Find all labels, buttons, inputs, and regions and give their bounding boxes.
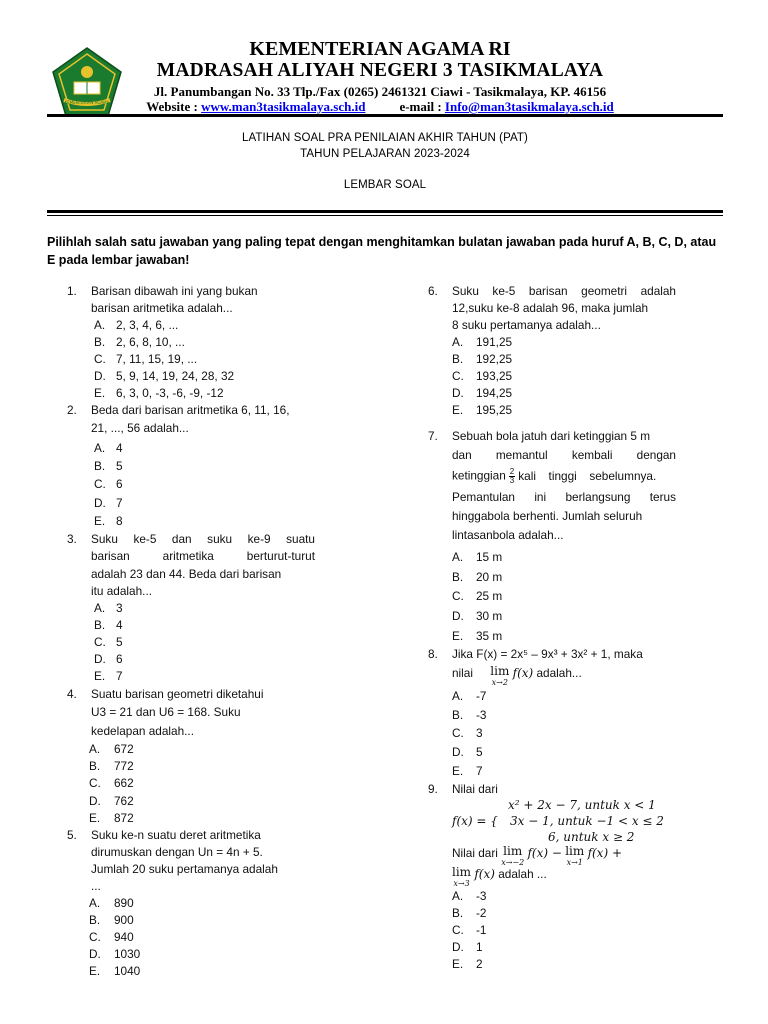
q5-option-a: 890 [114,896,134,910]
logo-text: KEMENTERIAN AGAMA [64,100,110,105]
q3-text: barisan aritmetika berturut-turut [91,549,315,563]
option-letter: A. [89,742,101,756]
q8-option-e: 7 [476,764,483,778]
q2-text: 21, ..., 56 adalah... [91,421,189,435]
limit-operator: lim x→−2 [501,844,525,867]
q1-option-b: 2, 6, 8, 10, ... [116,335,185,349]
option-letter: C. [94,635,106,649]
exam-year: TAHUN PELAJARAN 2023-2024 [300,148,470,160]
q1-number: 1. [67,284,77,298]
q6-option-d: 194,25 [476,386,513,400]
q3-option-a: 3 [116,601,123,615]
q8-option-b: -3 [476,708,487,722]
q5-option-c: 940 [114,930,134,944]
instruction: Pilihlah salah satu jawaban yang paling tepat dengan menghitamkan bulatan jawaban pada huruf A, B, C, D, atau E pada lembar jawaban! [47,235,717,267]
q7-text: hinggabola berhenti. Jumlah seluruh [452,509,643,523]
q4-number: 4. [67,687,77,701]
option-letter: D. [452,745,464,759]
option-letter: D. [452,386,464,400]
option-letter: E. [452,957,464,971]
option-letter: A. [94,318,106,332]
q5-number: 5. [67,828,77,842]
q9-case-2: 3x − 1, untuk −1 < x ≤ 2 [510,814,664,828]
option-letter: C. [452,589,464,603]
q7-number: 7. [428,429,438,443]
q2-option-a: 4 [116,441,123,455]
q8-text: nilai [452,666,473,680]
q9-option-e: 2 [476,957,483,971]
website-label: Website : [146,99,202,114]
q7-text: Sebuah bola jatuh dari ketinggian 5 m [452,429,651,443]
kemenag-logo [50,46,124,120]
q9-option-c: -1 [476,923,487,937]
q9-expression: f(x) − [527,846,562,860]
q5-text: Suku ke-n suatu deret aritmetika [91,828,261,842]
q6-number: 6. [428,284,438,298]
q6-text: 8 suku pertamanya adalah... [452,318,601,332]
q5-option-d: 1030 [114,947,141,961]
q3-text: Suku ke-5 dan suku ke-9 suatu [91,532,315,546]
limit-operator: lim x→1 [565,844,585,867]
option-letter: C. [94,352,106,366]
q9-text: adalah ... [498,867,547,881]
q1-option-c: 7, 11, 15, 19, ... [116,352,198,366]
q7-text: kali tinggi sebelumnya. [518,468,657,483]
q8-text: Jika F(x) = 2x⁵ – 9x³ + 3x² + 1, maka [452,647,643,661]
q9-case-3: 6, untuk x ≥ 2 [548,830,635,844]
option-letter: D. [452,940,464,954]
q9-expression: f(x) [474,867,495,881]
option-letter: C. [89,930,101,944]
option-letter: C. [452,726,464,740]
ministry-name: KEMENTERIAN AGAMA RI [249,38,511,60]
sheet-title: LEMBAR SOAL [343,179,427,191]
title-rule-bottom [47,215,723,216]
q6-text: 12,suku ke-8 adalah 96, maka jumlah [452,301,649,315]
email-label: e-mail : [399,99,445,114]
q8-option-a: -7 [476,689,487,703]
q2-option-b: 5 [116,459,123,473]
option-letter: E. [452,629,464,643]
q6-option-a: 191,25 [476,335,513,349]
q3-text: itu adalah... [91,584,152,598]
q4-text: Suatu barisan geometri diketahui [91,687,264,701]
q1-option-e: 6, 3, 0, -3, -6, -9, -12 [116,386,224,400]
option-letter: D. [89,794,101,808]
option-letter: B. [452,570,464,584]
q7-option-c: 25 m [476,589,503,603]
q8-text: adalah... [536,666,582,680]
q9-expression: f(x) + [587,846,623,860]
q2-number: 2. [67,403,77,417]
q1-text: Barisan dibawah ini yang bukan [91,284,258,298]
q9-function-def: f(x) = { [452,814,498,828]
option-letter: A. [452,689,464,703]
option-letter: A. [94,601,106,615]
letterhead [130,38,630,114]
option-letter: E. [94,386,106,400]
q4-option-b: 772 [114,759,134,773]
option-letter: C. [89,776,101,790]
q4-option-c: 662 [114,776,134,790]
option-letter: B. [89,759,101,773]
q1-option-d: 5, 9, 14, 19, 24, 28, 32 [116,369,235,383]
option-letter: B. [452,352,464,366]
q7-text: dan memantul kembali dengan [452,448,676,462]
q7-text: ketinggian [452,468,506,483]
q2-option-d: 7 [116,496,123,510]
q1-text: barisan aritmetika adalah... [91,301,233,315]
q2-text: Beda dari barisan aritmetika 6, 11, 16, [91,403,290,417]
q5-text: ... [91,879,101,893]
title-rule-top [47,210,723,213]
school-address: Jl. Panumbangan No. 33 Tlp./Fax (0265) 2461321 Ciawi - Tasikmalaya, KP. 46156 [153,84,607,99]
option-letter: B. [94,459,106,473]
option-letter: A. [452,550,464,564]
email-link[interactable]: Info@man3tasikmalaya.sch.id [444,99,614,114]
q4-option-d: 762 [114,794,134,808]
q9-number: 9. [428,782,438,796]
option-letter: D. [94,652,106,666]
q8-option-d: 5 [476,745,483,759]
q9-option-d: 1 [476,940,483,954]
option-letter: A. [452,335,464,349]
q4-option-e: 872 [114,811,134,825]
q5-text: Jumlah 20 suku pertamanya adalah [91,862,278,876]
q4-text: U3 = 21 dan U6 = 168. Suku [91,705,241,719]
q6-option-e: 195,25 [476,403,513,417]
q5-option-e: 1040 [114,964,141,978]
q3-text: adalah 23 dan 44. Beda dari barisan [91,567,282,581]
q8-option-c: 3 [476,726,483,740]
q9-case-1: x² + 2x − 7, untuk x < 1 [508,798,656,812]
school-name: MADRASAH ALIYAH NEGERI 3 TASIKMALAYA [156,60,604,81]
q9-text: Nilai dari [452,846,498,860]
option-letter: B. [89,913,101,927]
option-letter: D. [94,496,106,510]
option-letter: B. [452,708,464,722]
option-letter: A. [452,889,464,903]
q6-text: Suku ke-5 barisan geometri adalah [452,284,676,298]
q5-text: dirumuskan dengan Un = 4n + 5. [91,845,263,859]
option-letter: D. [89,947,101,961]
q3-option-e: 7 [116,669,123,683]
option-letter: D. [452,609,464,623]
option-letter: B. [452,906,464,920]
q7-text: Pemantulan ini berlangsung terus [452,490,676,504]
header-rule [47,114,723,117]
q7-option-e: 35 m [476,629,503,643]
q4-text: kedelapan adalah... [91,724,194,738]
option-letter: C. [94,477,106,491]
limit-operator: lim x→2 [490,664,510,687]
option-letter: A. [94,441,106,455]
option-letter: E. [94,514,106,528]
q7-option-a: 15 m [476,550,503,564]
fraction-two-thirds: $\frac{2}{3}$ [509,467,515,485]
option-letter: D. [94,369,106,383]
q5-option-b: 900 [114,913,134,927]
q3-option-c: 5 [116,635,123,649]
q9-option-b: -2 [476,906,487,920]
q7-option-b: 20 m [476,570,503,584]
q1-option-a: 2, 3, 4, 6, ... [116,318,179,332]
q8-number: 8. [428,647,438,661]
limit-operator: lim x→3 [452,865,472,888]
option-letter: E. [94,669,106,683]
q4-option-a: 672 [114,742,134,756]
exam-title: LATIHAN SOAL PRA PENILAIAN AKHIR TAHUN (PAT) [241,132,528,144]
q3-number: 3. [67,532,77,546]
option-letter: C. [452,369,464,383]
q6-option-b: 192,25 [476,352,513,366]
q2-option-e: 8 [116,514,123,528]
option-letter: B. [94,618,106,632]
q9-text: Nilai dari [452,782,498,796]
q9-option-a: -3 [476,889,487,903]
option-letter: A. [89,896,101,910]
q6-option-c: 193,25 [476,369,513,383]
q3-option-d: 6 [116,652,123,666]
option-letter: E. [452,403,464,417]
q7-option-d: 30 m [476,609,503,623]
website-link[interactable]: www.man3tasikmalaya.sch.id [201,99,366,114]
option-letter: E. [89,811,101,825]
q3-option-b: 4 [116,618,123,632]
q2-option-c: 6 [116,477,123,491]
option-letter: E. [452,764,464,778]
option-letter: E. [89,964,101,978]
option-letter: B. [94,335,106,349]
option-letter: C. [452,923,464,937]
q8-function: f(x) [512,666,534,680]
q7-text: lintasanbola adalah... [452,528,564,542]
